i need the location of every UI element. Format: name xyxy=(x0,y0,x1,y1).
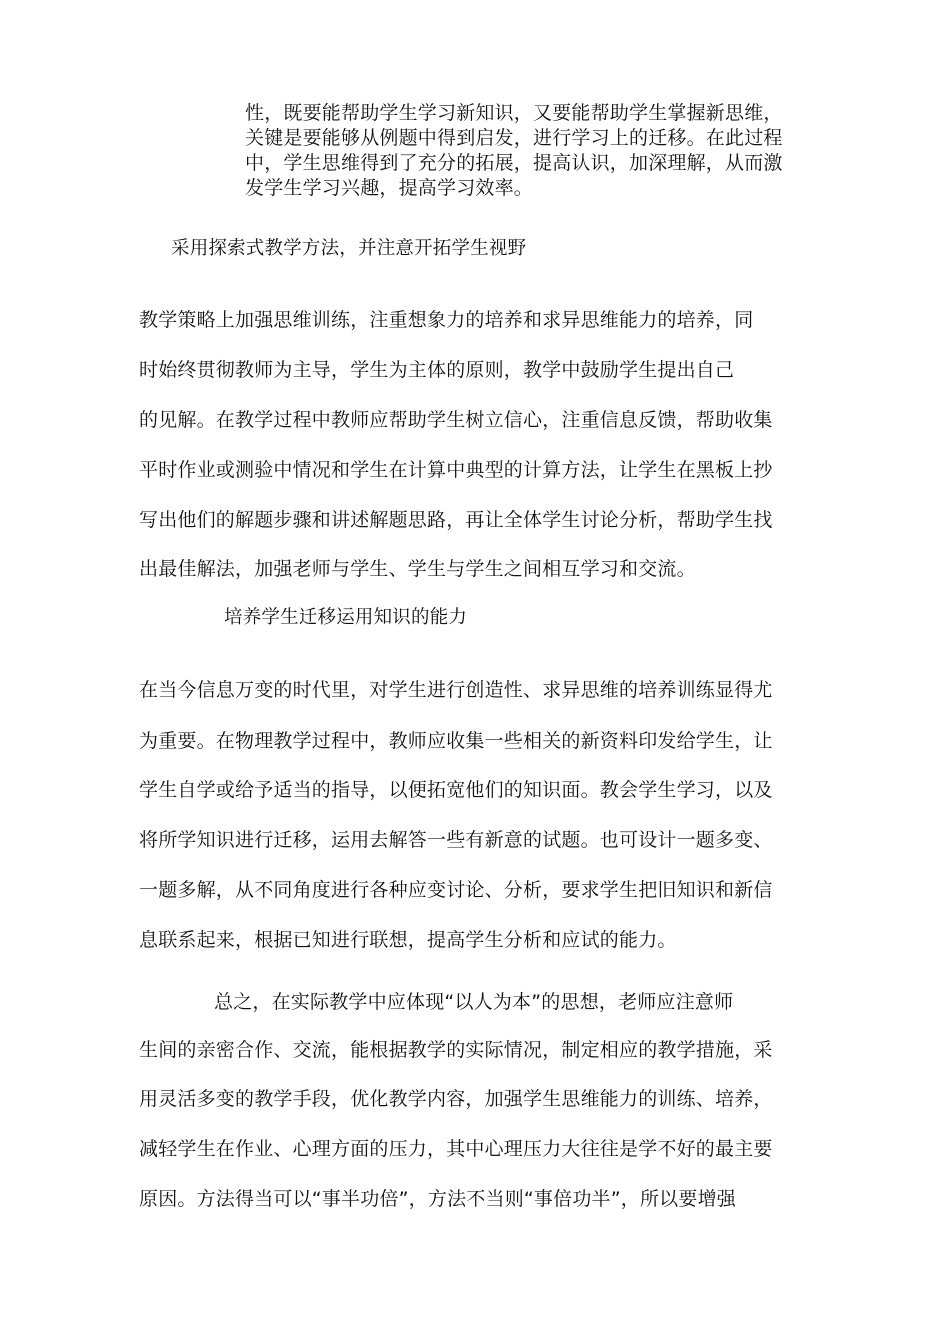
body-line: 出最佳解法，加强老师与学生、学生与学生之间相互学习和交流。 xyxy=(139,558,696,580)
body-line: 原因。方法得当可以“事半功倍”，方法不当则“事倍功半”，所以要增强 xyxy=(139,1188,736,1210)
body-line: 总之，在实际教学中应体现“以人为本”的思想，老师应注意师 xyxy=(214,991,734,1013)
intro-line: 发学生学习兴趣，提高学习效率。 xyxy=(245,177,534,199)
section-heading: 培养学生迁移运用知识的能力 xyxy=(224,607,468,628)
body-line: 息联系起来，根据已知进行联想，提高学生分析和应试的能力。 xyxy=(139,929,677,951)
intro-line: 关键是要能够从例题中得到启发，进行学习上的迁移。在此过程 xyxy=(245,127,783,149)
body-line: 减轻学生在作业、心理方面的压力，其中心理压力大往往是学不好的最主要 xyxy=(139,1138,773,1160)
body-line: 学生自学或给予适当的指导，以便拓宽他们的知识面。教会学生学习，以及 xyxy=(139,779,773,801)
intro-line: 中，学生思维得到了充分的拓展，提高认识，加深理解，从而激 xyxy=(245,152,783,174)
body-line: 生间的亲密合作、交流，能根据教学的实际情况，制定相应的教学措施，采 xyxy=(139,1039,773,1061)
body-line: 用灵活多变的教学手段，优化教学内容，加强学生思维能力的训练、培养， xyxy=(139,1088,773,1110)
body-line: 平时作业或测验中情况和学生在计算中典型的计算方法，让学生在黑板上抄 xyxy=(139,459,773,481)
body-line: 教学策略上加强思维训练，注重想象力的培养和求异思维能力的培养，同 xyxy=(139,309,754,331)
body-line: 写出他们的解题步骤和讲述解题思路，再让全体学生讨论分析，帮助学生找 xyxy=(139,509,773,531)
body-line: 的见解。在教学过程中教师应帮助学生树立信心，注重信息反馈，帮助收集 xyxy=(139,409,773,431)
section-heading: 采用探索式教学方法，并注意开拓学生视野 xyxy=(171,238,527,259)
body-line: 为重要。在物理教学过程中，教师应收集一些相关的新资料印发给学生，让 xyxy=(139,730,773,752)
body-line: 时始终贯彻教师为主导，学生为主体的原则，教学中鼓励学生提出自己 xyxy=(139,359,735,381)
body-line: 将所学知识进行迁移，运用去解答一些有新意的试题。也可设计一题多变、 xyxy=(139,829,773,851)
body-line: 在当今信息万变的时代里，对学生进行创造性、求异思维的培养训练显得尤 xyxy=(139,679,773,701)
body-line: 一题多解，从不同角度进行各种应变讨论、分析，要求学生把旧知识和新信 xyxy=(139,879,773,901)
intro-line: 性，既要能帮助学生学习新知识，又要能帮助学生掌握新思维， xyxy=(245,102,783,124)
